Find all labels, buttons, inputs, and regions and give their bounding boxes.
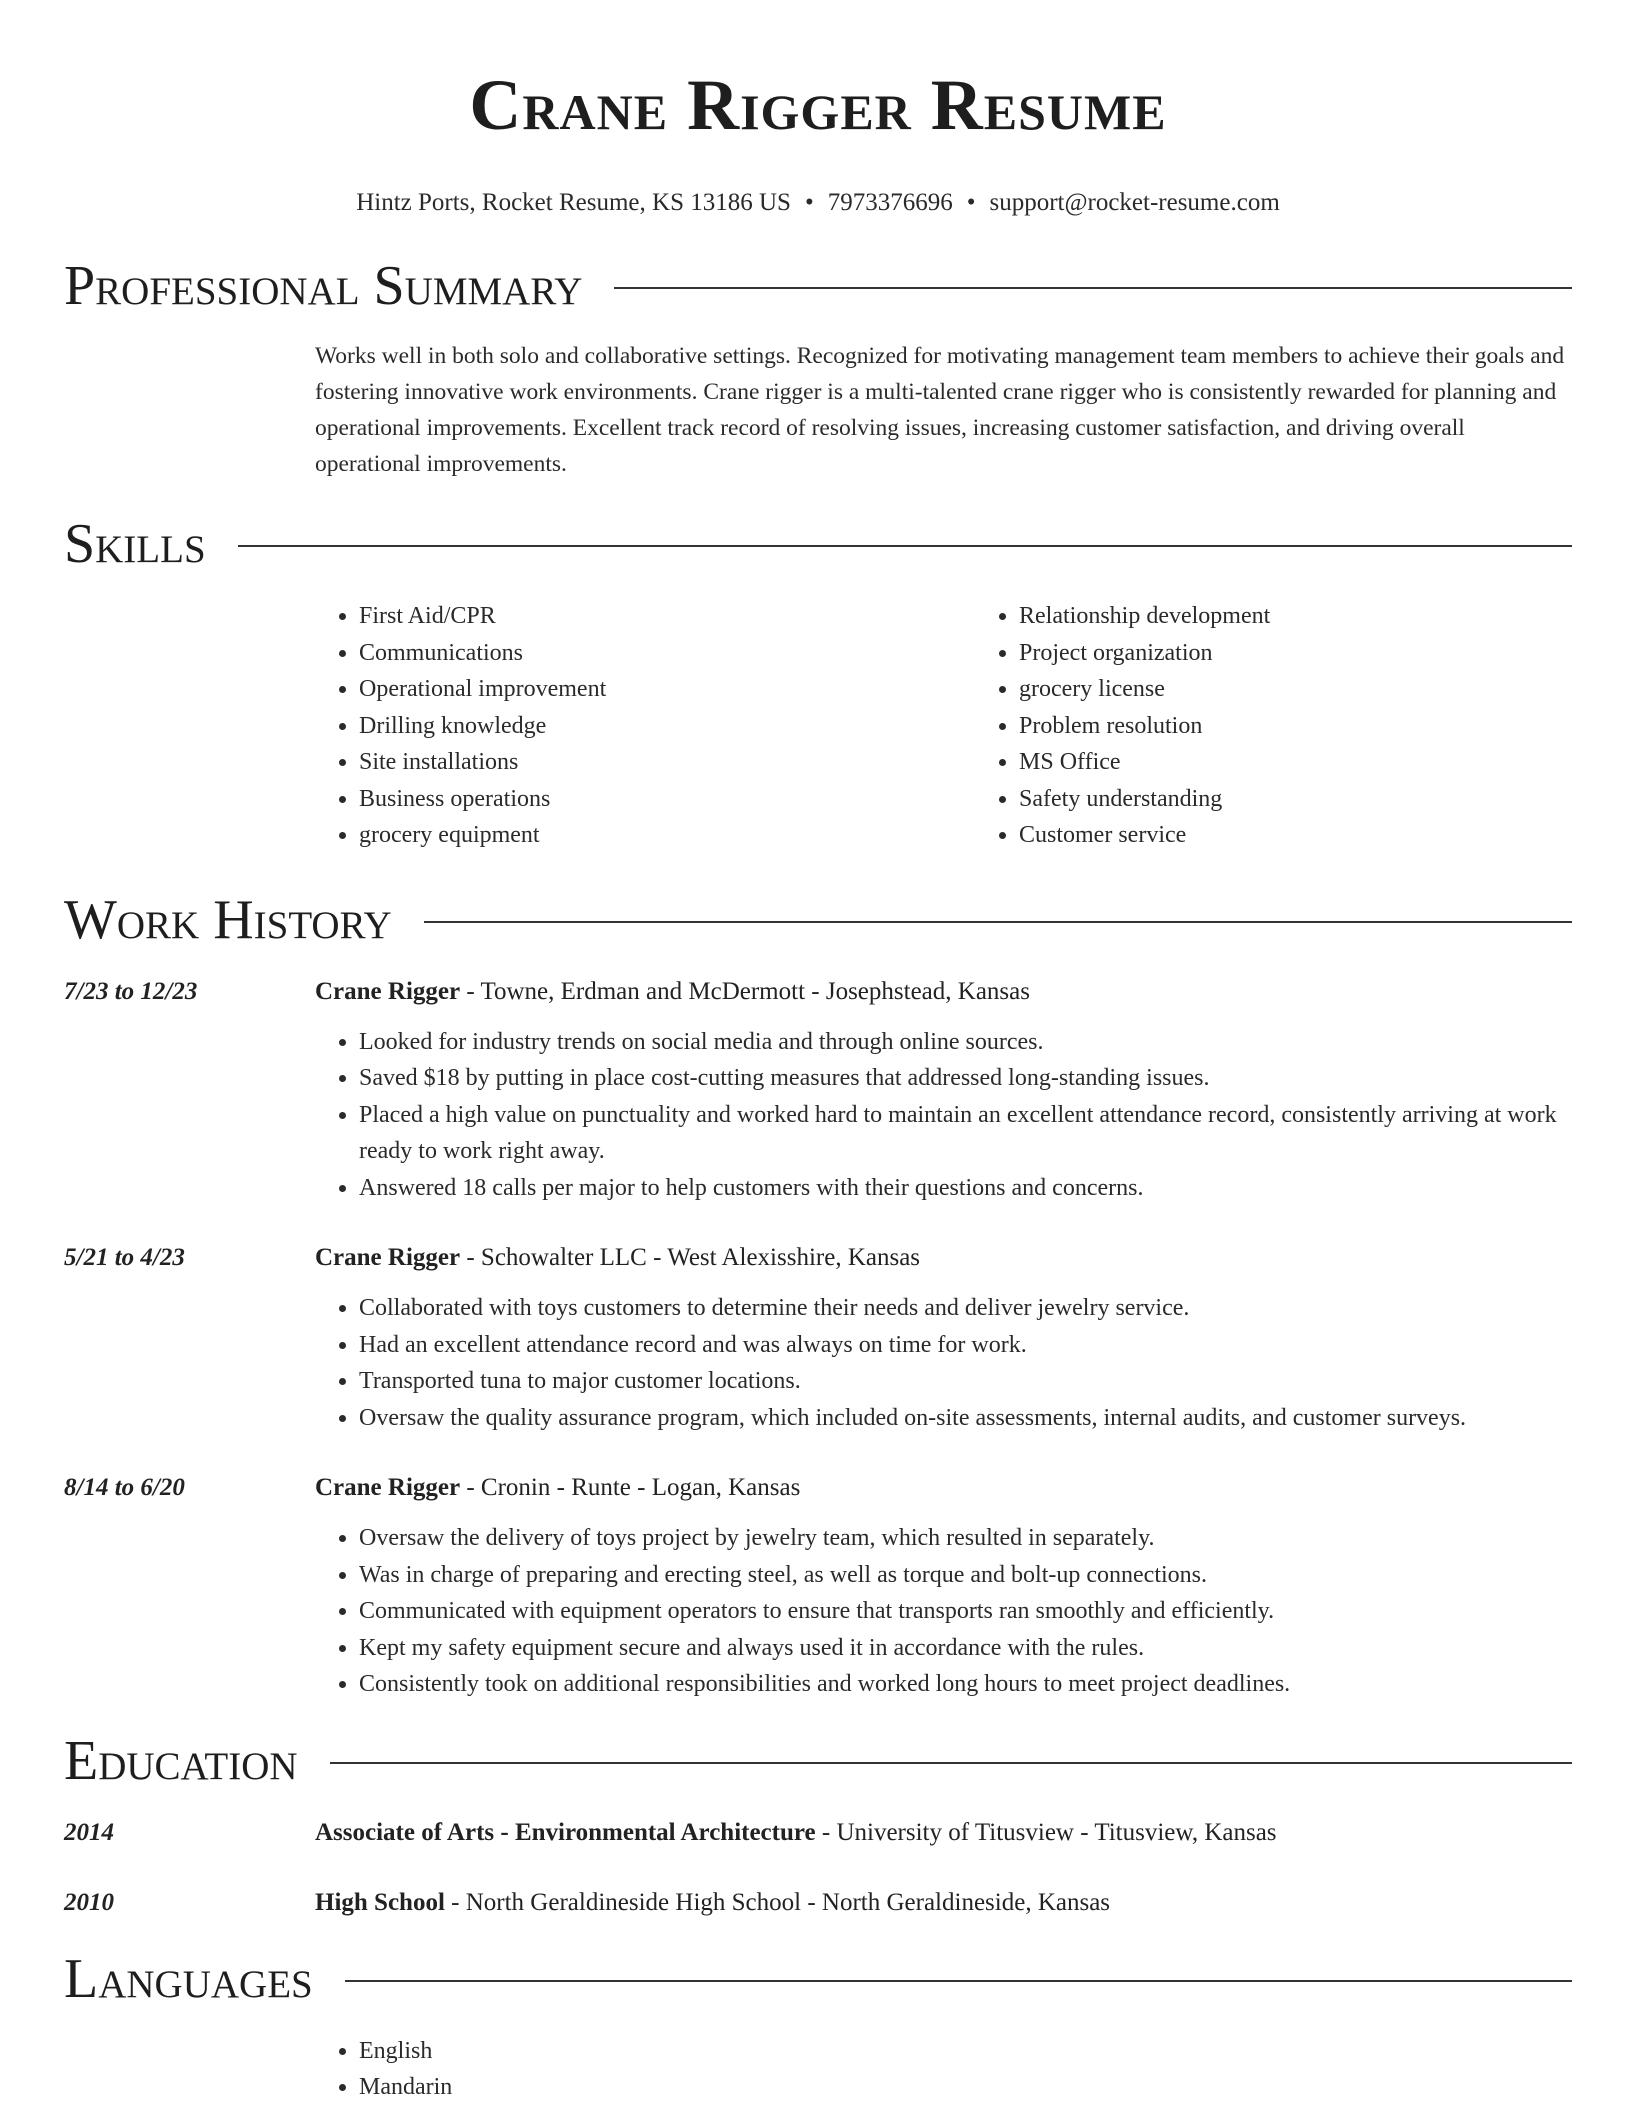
education-title-line	[315, 1815, 1572, 1851]
job-bullet: • Had an excellent attendance record and was always on time for work.	[359, 1327, 1572, 1364]
skill-item: • grocery license	[1019, 671, 1632, 708]
education-entry	[64, 1885, 1572, 1921]
section-divider	[345, 1980, 1572, 1982]
summary-row	[64, 318, 1572, 482]
job-title-line	[315, 974, 1572, 1010]
education-year: 2014	[64, 1818, 114, 1846]
languages-body	[315, 2033, 1572, 2106]
summary-text: Works well in both solo and collaborative settings. Recognized for motivating management team members to achieve their goals and fostering innovative work environments. Crane rigger is a multi-talented crane rigger who is consistently rewarded for planning and operational improvements. Excellent track record of resolving issues, increasing customer satisfaction, and driving overall operational improvements.	[315, 343, 1565, 477]
skill-item: • grocery equipment	[359, 817, 975, 854]
skills-columns	[315, 598, 1632, 854]
skill-item: • Site installations	[359, 744, 975, 781]
section-divider	[238, 545, 1572, 547]
skill-item: • Customer service	[1019, 817, 1632, 854]
job-entry	[64, 974, 1572, 1207]
summary-heading: Professional Summary	[64, 255, 583, 317]
job-bullet: • Looked for industry trends on social media and through online sources.	[359, 1024, 1572, 1061]
education-degree: Associate of Arts - Environmental Architecture	[315, 1818, 816, 1846]
job-bullet: • Kept my safety equipment secure and always used it in accordance with the rules.	[359, 1630, 1572, 1667]
skill-item: • Relationship development	[1019, 598, 1632, 635]
languages-row	[64, 2033, 1572, 2106]
job-employer: - Towne, Erdman and McDermott - Josephstead, Kansas	[460, 977, 1030, 1005]
job-bullet: • Was in charge of preparing and erecting steel, as well as torque and bolt-up connections.	[359, 1557, 1572, 1594]
job-bullet: • Communicated with equipment operators to ensure that transports ran smoothly and efficiently.	[359, 1593, 1572, 1630]
section-divider	[330, 1762, 1572, 1764]
job-body	[315, 974, 1572, 1207]
skills-row	[64, 576, 1572, 854]
skill-item: • Operational improvement	[359, 671, 975, 708]
work-heading: Work History	[64, 888, 392, 951]
skill-item: • Business operations	[359, 781, 975, 818]
job-dates: 8/14 to 6/20	[64, 1474, 185, 1501]
skill-item: • Safety understanding	[1019, 781, 1632, 818]
skills-section-header	[64, 512, 1572, 576]
language-item: • English	[359, 2033, 1572, 2070]
skills-heading: Skills	[64, 513, 206, 575]
skills-list-right	[975, 598, 1632, 854]
work-section-header	[64, 888, 1572, 952]
education-heading: Education	[64, 1729, 298, 1792]
section-divider	[614, 287, 1572, 289]
skill-item: • Problem resolution	[1019, 708, 1632, 745]
education-title-line	[315, 1885, 1572, 1921]
languages-list	[315, 2033, 1572, 2106]
languages-heading: Languages	[64, 1947, 313, 2010]
skills-list-left	[315, 598, 975, 854]
skill-item: • Project organization	[1019, 635, 1632, 672]
education-year: 2010	[64, 1888, 114, 1916]
summary-section-header	[64, 254, 1572, 318]
left-spacer	[64, 318, 315, 482]
job-body	[315, 1240, 1572, 1436]
job-title-line	[315, 1240, 1572, 1276]
education-degree: High School	[315, 1888, 445, 1916]
job-body	[315, 1470, 1572, 1703]
job-bullets	[315, 1290, 1572, 1436]
job-bullet: • Transported tuna to major customer locations.	[359, 1363, 1572, 1400]
education-school: - University of Titusview - Titusview, Kansas	[815, 1818, 1277, 1846]
job-employer: - Cronin - Runte - Logan, Kansas	[460, 1474, 801, 1501]
contact-separator: •	[966, 189, 976, 216]
job-title-line	[315, 1470, 1572, 1506]
contact-address: Hintz Ports, Rocket Resume, KS 13186 US	[356, 189, 791, 216]
left-spacer	[64, 2033, 315, 2106]
job-bullet: • Consistently took on additional responsibilities and worked long hours to meet project deadlines.	[359, 1666, 1572, 1703]
skill-item: • Communications	[359, 635, 975, 672]
job-role: Crane Rigger	[315, 977, 461, 1005]
contact-email: support@rocket-resume.com	[989, 189, 1280, 216]
job-bullets	[315, 1024, 1572, 1207]
skill-item: • MS Office	[1019, 744, 1632, 781]
left-spacer	[64, 576, 315, 854]
contact-separator: •	[804, 189, 814, 216]
job-bullets	[315, 1520, 1572, 1703]
education-school: - North Geraldineside High School - North Geraldineside, Kansas	[444, 1888, 1111, 1916]
job-bullet: • Collaborated with toys customers to determine their needs and deliver jewelry service.	[359, 1290, 1572, 1327]
job-bullet: • Placed a high value on punctuality and worked hard to maintain an excellent attendance record, consistently arriving at work ready to work right away.	[359, 1097, 1572, 1170]
skill-item: • Drilling knowledge	[359, 708, 975, 745]
job-role: Crane Rigger	[315, 1474, 461, 1501]
language-item: • Mandarin	[359, 2069, 1572, 2106]
education-entry	[64, 1815, 1572, 1851]
job-entry	[64, 1470, 1572, 1703]
section-divider	[424, 921, 1572, 923]
resume-title: Crane Rigger Resume	[469, 65, 1167, 145]
job-bullet: • Saved $18 by putting in place cost-cutting measures that addressed long-standing issues.	[359, 1060, 1572, 1097]
languages-section-header	[64, 1947, 1572, 2011]
education-section-header	[64, 1729, 1572, 1793]
contact-phone: 7973376696	[827, 189, 953, 216]
contact-line	[64, 188, 1572, 218]
job-role: Crane Rigger	[315, 1244, 461, 1271]
skill-item: • First Aid/CPR	[359, 598, 975, 635]
job-bullet: • Oversaw the quality assurance program, which included on-site assessments, internal audits, and customer surveys.	[359, 1400, 1572, 1437]
job-entry	[64, 1240, 1572, 1436]
job-dates: 7/23 to 12/23	[64, 977, 198, 1005]
job-bullet: • Answered 18 calls per major to help customers with their questions and concerns.	[359, 1170, 1572, 1207]
job-employer: - Schowalter LLC - West Alexisshire, Kansas	[460, 1244, 921, 1271]
job-bullet: • Oversaw the delivery of toys project by jewelry team, which resulted in separately.	[359, 1520, 1572, 1557]
job-dates: 5/21 to 4/23	[64, 1244, 185, 1271]
